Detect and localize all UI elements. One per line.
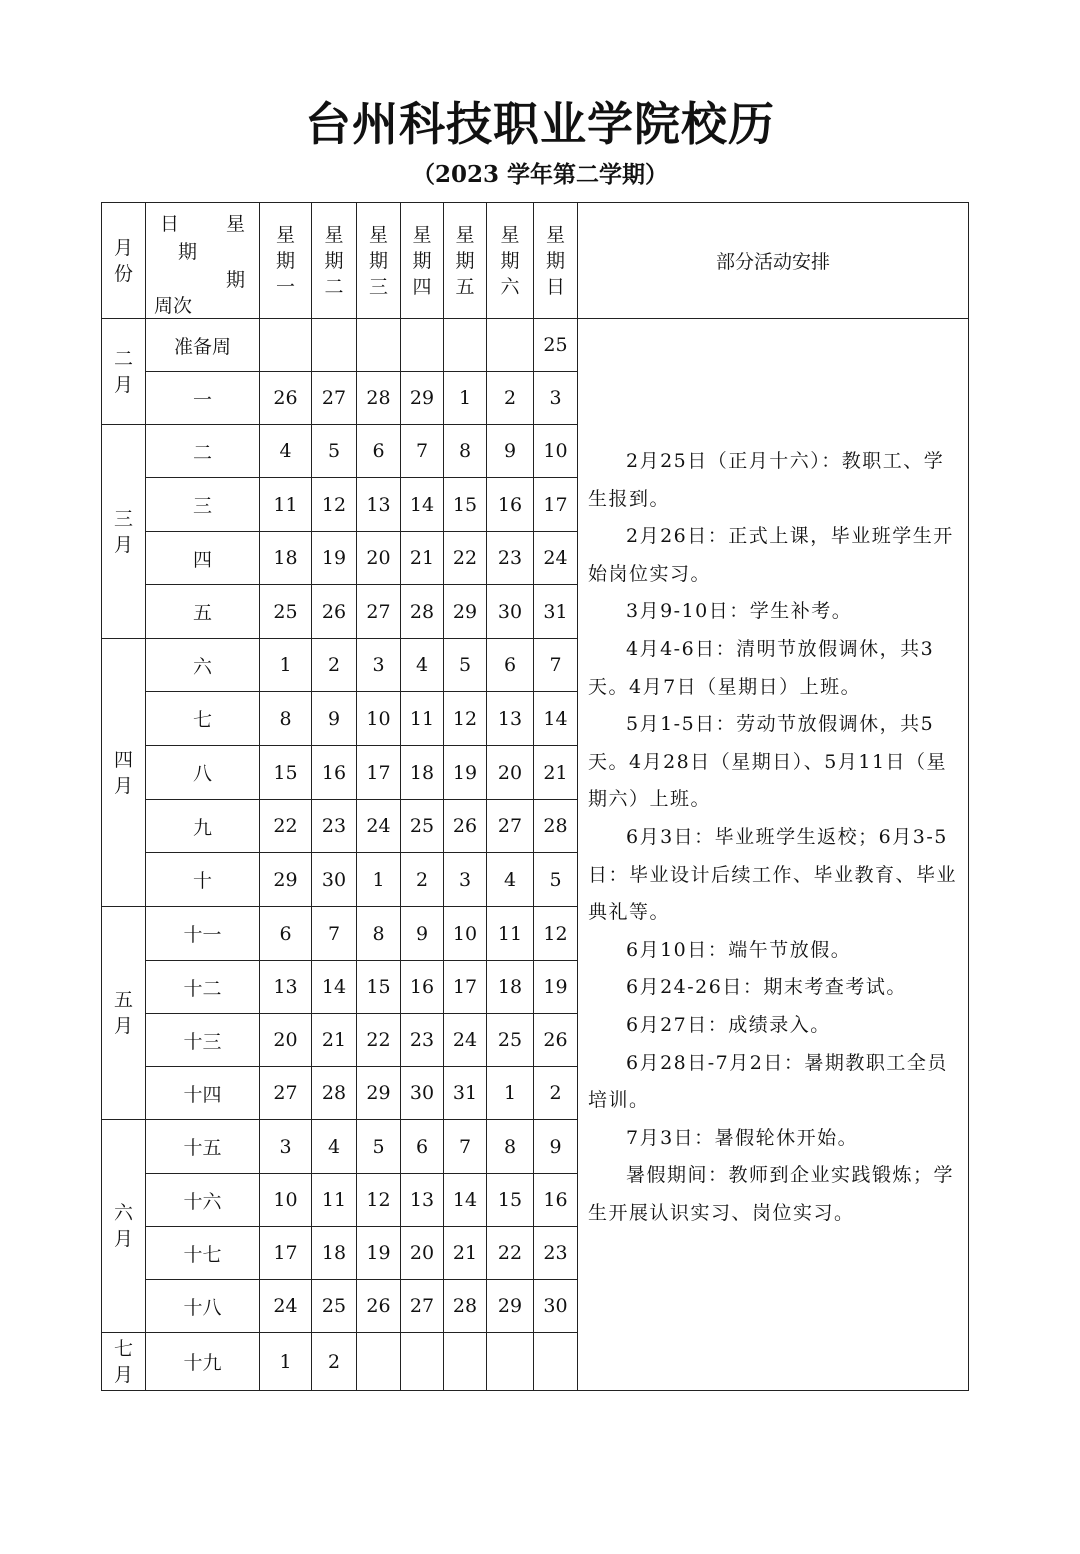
date-cell: 24 <box>444 1014 487 1067</box>
activity-item: 6月27日：成绩录入。 <box>626 1013 831 1036</box>
month-cell <box>102 1120 146 1333</box>
date-cell <box>401 1333 444 1391</box>
date-cell: 22 <box>260 800 312 853</box>
day-header-thu <box>401 203 444 319</box>
month-label: 六月 <box>113 1202 133 1250</box>
date-cell: 11 <box>401 692 444 746</box>
date-cell: 12 <box>357 1174 401 1227</box>
date-cell: 7 <box>444 1120 487 1174</box>
day-header-wed <box>357 203 401 319</box>
month-cell <box>102 319 146 425</box>
date-cell: 10 <box>260 1174 312 1227</box>
date-cell <box>444 319 487 372</box>
corner-header <box>146 203 260 319</box>
page-subtitle: （2023 学年第二学期） <box>411 161 669 188</box>
corner-qi2: 期 <box>226 269 246 291</box>
date-cell: 19 <box>357 1227 401 1280</box>
date-cell <box>534 1333 578 1391</box>
date-cell: 2 <box>312 1333 357 1391</box>
week-number: 十七 <box>146 1227 260 1280</box>
day-header-label: 星期四 <box>412 223 432 298</box>
date-cell <box>357 1333 401 1391</box>
week-number: 二 <box>146 425 260 478</box>
calendar-table <box>101 202 969 1391</box>
date-cell: 30 <box>534 1280 578 1333</box>
date-cell: 24 <box>357 800 401 853</box>
date-cell: 28 <box>534 800 578 853</box>
date-cell: 25 <box>487 1014 534 1067</box>
date-cell: 29 <box>260 853 312 907</box>
date-cell: 28 <box>401 585 444 639</box>
date-cell: 8 <box>444 425 487 478</box>
date-cell: 2 <box>534 1067 578 1120</box>
date-cell: 29 <box>357 1067 401 1120</box>
date-cell: 20 <box>487 746 534 800</box>
month-label: 二月 <box>113 347 133 396</box>
date-cell: 7 <box>312 907 357 961</box>
date-cell: 1 <box>260 639 312 692</box>
week-number: 六 <box>146 639 260 692</box>
date-cell: 20 <box>260 1014 312 1067</box>
date-cell: 8 <box>260 692 312 746</box>
date-cell: 26 <box>312 585 357 639</box>
date-cell <box>401 319 444 372</box>
month-header <box>102 203 146 319</box>
week-number: 十一 <box>146 907 260 961</box>
date-cell: 22 <box>357 1014 401 1067</box>
date-cell: 26 <box>534 1014 578 1067</box>
date-cell: 23 <box>534 1227 578 1280</box>
date-cell: 4 <box>260 425 312 478</box>
date-cell: 29 <box>444 585 487 639</box>
date-cell: 27 <box>401 1280 444 1333</box>
day-header-label: 星期日 <box>545 223 565 298</box>
week-number: 八 <box>146 746 260 800</box>
date-cell: 28 <box>357 372 401 425</box>
date-cell: 30 <box>401 1067 444 1120</box>
day-header-label: 星期五 <box>455 223 475 298</box>
date-cell: 28 <box>444 1280 487 1333</box>
date-cell: 11 <box>487 907 534 961</box>
week-number: 一 <box>146 372 260 425</box>
date-cell: 10 <box>357 692 401 746</box>
date-cell <box>357 319 401 372</box>
date-cell: 16 <box>401 961 444 1014</box>
week-number: 七 <box>146 692 260 746</box>
date-cell: 24 <box>260 1280 312 1333</box>
page-title: 台州科技职业学院校历 <box>305 97 775 151</box>
date-cell: 26 <box>357 1280 401 1333</box>
date-cell: 13 <box>260 961 312 1014</box>
date-cell: 2 <box>487 372 534 425</box>
date-cell: 23 <box>487 532 534 585</box>
activity-item: 7月3日：暑假轮休开始。 <box>626 1126 859 1149</box>
day-header-tue <box>312 203 357 319</box>
date-cell: 23 <box>401 1014 444 1067</box>
activities-header: 部分活动安排 <box>578 203 969 319</box>
date-cell: 3 <box>357 639 401 692</box>
corner-qi1: 期 <box>178 241 198 263</box>
date-cell <box>444 1333 487 1391</box>
week-number: 十二 <box>146 961 260 1014</box>
date-cell: 21 <box>534 746 578 800</box>
date-cell: 21 <box>444 1227 487 1280</box>
date-cell: 6 <box>487 639 534 692</box>
month-cell <box>102 1333 146 1391</box>
date-cell: 12 <box>444 692 487 746</box>
date-cell <box>260 319 312 372</box>
date-cell: 3 <box>534 372 578 425</box>
date-cell: 3 <box>444 853 487 907</box>
date-cell: 18 <box>260 532 312 585</box>
date-cell: 12 <box>312 478 357 532</box>
activity-item: 6月10日：端午节放假。 <box>626 938 852 961</box>
date-cell <box>312 319 357 372</box>
day-header-sun <box>534 203 578 319</box>
month-label: 七月 <box>113 1337 133 1386</box>
date-cell: 3 <box>260 1120 312 1174</box>
date-cell: 18 <box>312 1227 357 1280</box>
date-cell: 26 <box>444 800 487 853</box>
date-cell: 13 <box>357 478 401 532</box>
date-cell: 15 <box>444 478 487 532</box>
day-header-label: 星期二 <box>324 223 344 298</box>
date-cell: 1 <box>357 853 401 907</box>
date-cell: 4 <box>487 853 534 907</box>
date-cell: 26 <box>260 372 312 425</box>
month-cell <box>102 425 146 639</box>
day-header-sat <box>487 203 534 319</box>
week-number: 准备周 <box>146 319 260 372</box>
date-cell: 30 <box>312 853 357 907</box>
corner-ri: 日 <box>160 213 180 235</box>
date-cell: 5 <box>312 425 357 478</box>
date-cell: 10 <box>444 907 487 961</box>
date-cell: 13 <box>401 1174 444 1227</box>
day-header-label: 星期六 <box>500 223 520 298</box>
date-cell: 16 <box>534 1174 578 1227</box>
date-cell: 7 <box>534 639 578 692</box>
date-cell: 29 <box>401 372 444 425</box>
week-number: 十九 <box>146 1333 260 1391</box>
activity-item: 4月4-6日：清明节放假调休，共3天。4月7日（星期日）上班。 <box>588 637 935 698</box>
date-cell: 16 <box>312 746 357 800</box>
date-cell: 1 <box>260 1333 312 1391</box>
date-cell: 11 <box>312 1174 357 1227</box>
month-label: 四月 <box>113 748 133 797</box>
date-cell: 31 <box>534 585 578 639</box>
activities-cell <box>578 319 969 1391</box>
date-cell: 9 <box>312 692 357 746</box>
date-cell: 6 <box>260 907 312 961</box>
date-cell: 19 <box>312 532 357 585</box>
date-cell: 27 <box>487 800 534 853</box>
activity-item: 2月26日：正式上课，毕业班学生开始岗位实习。 <box>588 525 954 585</box>
date-cell: 4 <box>401 639 444 692</box>
date-cell: 19 <box>444 746 487 800</box>
date-cell: 6 <box>357 425 401 478</box>
activity-item: 6月3日：毕业班学生返校；6月3-5日：毕业设计后续工作、毕业教育、毕业典礼等。 <box>588 825 958 924</box>
date-cell: 30 <box>487 585 534 639</box>
week-number: 十四 <box>146 1067 260 1120</box>
date-cell: 15 <box>260 746 312 800</box>
activity-item: 6月24-26日：期末考查考试。 <box>626 976 907 999</box>
date-cell: 8 <box>357 907 401 961</box>
corner-xing: 星 <box>226 213 246 235</box>
week-number: 十五 <box>146 1120 260 1174</box>
date-cell: 1 <box>444 372 487 425</box>
date-cell: 9 <box>534 1120 578 1174</box>
date-cell: 31 <box>444 1067 487 1120</box>
date-cell: 11 <box>260 478 312 532</box>
date-cell: 24 <box>534 532 578 585</box>
date-cell <box>487 319 534 372</box>
date-cell: 5 <box>534 853 578 907</box>
date-cell: 2 <box>312 639 357 692</box>
day-header-mon <box>260 203 312 319</box>
date-cell: 27 <box>357 585 401 639</box>
month-cell <box>102 639 146 907</box>
date-cell: 25 <box>401 800 444 853</box>
date-cell: 4 <box>312 1120 357 1174</box>
week-number: 十三 <box>146 1014 260 1067</box>
date-cell: 25 <box>312 1280 357 1333</box>
date-cell: 1 <box>487 1067 534 1120</box>
month-label: 五月 <box>113 989 133 1037</box>
date-cell: 20 <box>357 532 401 585</box>
date-cell: 14 <box>534 692 578 746</box>
date-cell: 27 <box>312 372 357 425</box>
activity-item: 暑假期间：教师到企业实践锻炼；学生开展认识实习、岗位实习。 <box>588 1164 955 1224</box>
date-cell: 22 <box>487 1227 534 1280</box>
date-cell: 17 <box>534 478 578 532</box>
month-cell <box>102 907 146 1120</box>
date-cell: 20 <box>401 1227 444 1280</box>
date-cell <box>487 1333 534 1391</box>
date-cell: 17 <box>444 961 487 1014</box>
date-cell: 21 <box>312 1014 357 1067</box>
header-row <box>102 203 969 319</box>
week-number: 十 <box>146 853 260 907</box>
date-cell: 29 <box>487 1280 534 1333</box>
date-cell: 15 <box>487 1174 534 1227</box>
corner-zhouci: 周次 <box>154 295 193 317</box>
day-header-label: 星期三 <box>368 223 388 298</box>
date-cell: 25 <box>534 319 578 372</box>
activity-item: 3月9-10日：学生补考。 <box>626 600 853 623</box>
date-cell: 10 <box>534 425 578 478</box>
activity-item: 6月28日-7月2日：暑期教职工全员培训。 <box>588 1051 948 1112</box>
week-number: 九 <box>146 800 260 853</box>
date-cell: 9 <box>487 425 534 478</box>
date-cell: 17 <box>260 1227 312 1280</box>
week-number: 四 <box>146 532 260 585</box>
date-cell: 18 <box>487 961 534 1014</box>
date-cell: 7 <box>401 425 444 478</box>
date-cell: 28 <box>312 1067 357 1120</box>
date-cell: 18 <box>401 746 444 800</box>
date-cell: 14 <box>401 478 444 532</box>
day-header-label: 星期一 <box>275 223 295 298</box>
month-label: 三月 <box>113 507 133 556</box>
date-cell: 17 <box>357 746 401 800</box>
date-cell: 14 <box>312 961 357 1014</box>
date-cell: 14 <box>444 1174 487 1227</box>
month-header-label: 月份 <box>113 236 133 285</box>
date-cell: 5 <box>444 639 487 692</box>
date-cell: 5 <box>357 1120 401 1174</box>
week-number: 十六 <box>146 1174 260 1227</box>
date-cell: 23 <box>312 800 357 853</box>
week-number: 五 <box>146 585 260 639</box>
date-cell: 9 <box>401 907 444 961</box>
date-cell: 19 <box>534 961 578 1014</box>
day-header-fri <box>444 203 487 319</box>
date-cell: 13 <box>487 692 534 746</box>
date-cell: 6 <box>401 1120 444 1174</box>
date-cell: 27 <box>260 1067 312 1120</box>
week-number: 十八 <box>146 1280 260 1333</box>
week-row <box>102 319 969 372</box>
date-cell: 8 <box>487 1120 534 1174</box>
activity-item: 2月25日（正月十六）：教职工、学生报到。 <box>588 450 945 510</box>
date-cell: 21 <box>401 532 444 585</box>
activity-item: 5月1-5日：劳动节放假调休，共5天。4月28日（星期日）、5月11日（星期六）上班。 <box>588 713 948 811</box>
date-cell: 16 <box>487 478 534 532</box>
week-number: 三 <box>146 478 260 532</box>
date-cell: 22 <box>444 532 487 585</box>
date-cell: 2 <box>401 853 444 907</box>
date-cell: 25 <box>260 585 312 639</box>
date-cell: 15 <box>357 961 401 1014</box>
date-cell: 12 <box>534 907 578 961</box>
